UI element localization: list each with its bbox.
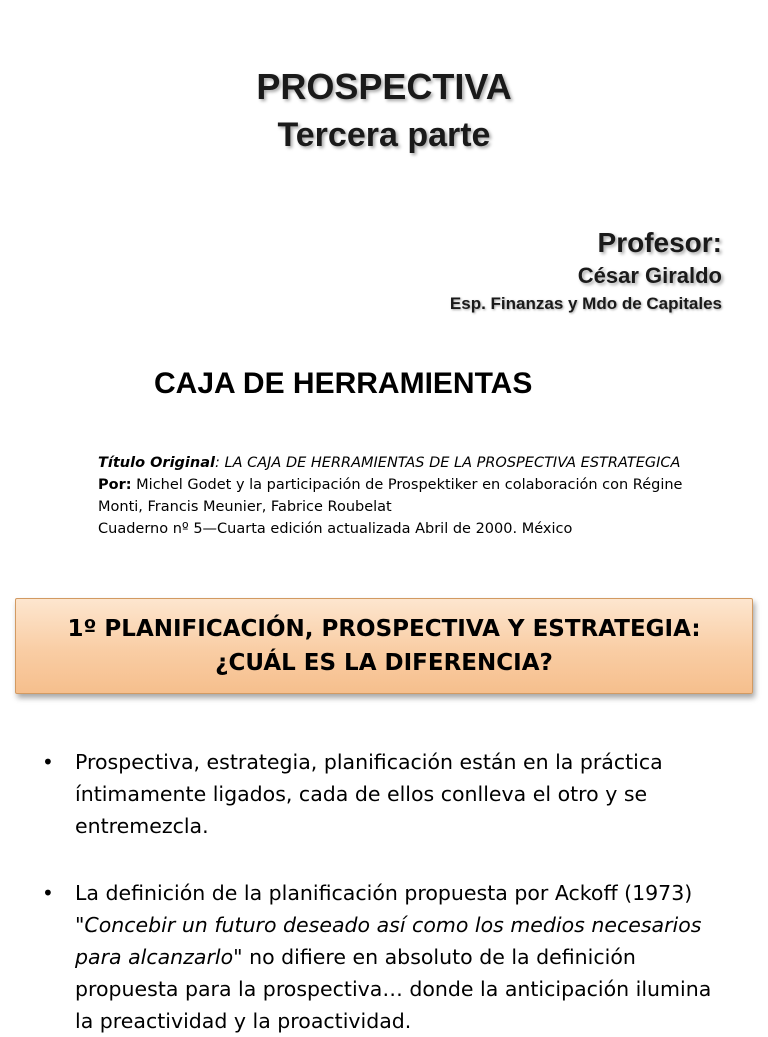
bullet2-line4: propuesta para la prospectiva… donde la anticipación ilumina — [75, 977, 712, 1001]
bullet1-line3: entremezcla. — [75, 814, 209, 838]
banner-line2: ¿CUÁL ES LA DIFERENCIA? — [215, 650, 553, 676]
bullet-marker: • — [42, 881, 54, 905]
bullet-marker: • — [42, 750, 54, 774]
bullet1-line1: Prospectiva, estrategia, planificación están en la práctica — [75, 750, 663, 774]
original-title-value: LA CAJA DE HERRAMIENTAS DE LA PROSPECTIVA ESTRATEGICA — [224, 455, 681, 471]
bullet2-line3-rest: no difiere en absoluto de la definición — [242, 945, 636, 969]
reference-original-title — [98, 452, 738, 474]
title-sub: Tercera parte — [277, 116, 491, 154]
section-heading: CAJA DE HERRAMIENTAS — [154, 367, 533, 400]
banner-line1: 1º PLANIFICACIÓN, PROSPECTIVA Y ESTRATEGIA: — [67, 616, 701, 642]
title-main: PROSPECTIVA — [256, 66, 512, 107]
by-label: Por: — [98, 477, 132, 493]
question-banner — [15, 598, 753, 694]
original-title-label: Título Original — [98, 455, 215, 471]
bullet2-line3 — [75, 941, 742, 973]
bullet2-line5: la preactividad y la proactividad. — [75, 1009, 412, 1033]
professor-name: César Giraldo — [577, 263, 722, 288]
bullet2-line1: La definición de la planificación propuesta por Ackoff (1973) — [75, 881, 693, 905]
bullet-item — [42, 746, 742, 842]
bullet2-line3-quote: para alcanzarlo" — [75, 945, 243, 969]
reference-block — [98, 452, 738, 540]
by-line1: Michel Godet y la participación de Prospektiker en colaboración con Régine — [131, 477, 683, 493]
reference-edition: Cuaderno nº 5—Cuarta edición actualizada Abril de 2000. México — [98, 521, 573, 537]
professor-label: Profesor: — [597, 227, 722, 258]
reference-authors — [98, 474, 738, 496]
reference-authors-cont: Monti, Francis Meunier, Fabrice Roubelat — [98, 499, 392, 515]
bullet-item — [42, 877, 742, 1037]
bullet-list — [42, 746, 742, 1037]
original-title-sep: : — [214, 455, 225, 471]
bullet2-line2: "Concebir un futuro deseado así como los medios necesarios — [75, 913, 702, 937]
bullet1-line2: íntimamente ligados, cada de ellos conlleva el otro y se — [75, 782, 648, 806]
professor-title: Esp. Finanzas y Mdo de Capitales — [449, 294, 722, 313]
